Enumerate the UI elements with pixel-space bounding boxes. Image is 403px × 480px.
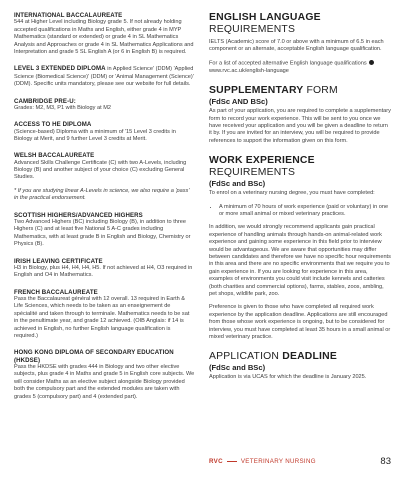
access-section [14, 121, 195, 143]
left-column [14, 12, 195, 410]
section-text: Grades: M2, M3, P1 with Biology at M2 [14, 104, 111, 111]
list-item: • A minimum of 70 hours of work experience (paid or voluntary) in one or more small animal or mixed veterinary practices. [219, 204, 391, 219]
section-heading: ACCESS TO HE DIPLOMA [14, 121, 92, 129]
section-heading: SCOTTISH HIGHERS/ADVANCED HIGHERS [14, 211, 143, 219]
ib-section [14, 12, 195, 56]
footer-section: VETERINARY NURSING [240, 457, 316, 465]
language-qualifications-text: For a list of accepted alternative English language qualifications www.rvc.ac.uk/english-language [209, 60, 391, 75]
scottish-section [14, 212, 195, 249]
work-experience-list [209, 204, 391, 219]
footer-divider [227, 461, 237, 462]
application-deadline-title: APPLICATION DEADLINE [209, 351, 337, 363]
supplementary-form-text: As part of your application, you are required to complete a supplementary form to record your work experience. This will be sent to you once we have received your application and you will be given a deadline to return it by. If you are invited for an interview, you will be required to provide references to support the information given on this form. [209, 108, 391, 144]
section-heading: CAMBRIDGE PRE-U: [14, 97, 76, 105]
level3-section [14, 65, 195, 88]
section-text: 544 at Higher Level including Biology grade 5. If not already holding accepted qualifications in Maths and English, either grade 4 in MYP Mathematics (standard or extended) or grade 4 in SL Mathematics Analysis and Approaches or grade 4 in SL Mathematics Applications and Interpretation and grade 5 SL English A (or 6 in English B) is required. [14, 19, 194, 55]
work-experience-title: WORK EXPERIENCE REQUIREMENTS [209, 155, 315, 179]
english-language-link[interactable]: www.rvc.ac.uk/english-language [209, 67, 289, 74]
work-experience-subtitle: (FdSc and BSc) [209, 179, 266, 189]
section-heading: IRISH LEAVING CERTIFICATE [14, 257, 103, 265]
french-section [14, 289, 195, 341]
section-text: H3 in Biology, plus H4, H4, H4, H5. If not achieved at H4, O3 required in English and O4 in Mathematics. [14, 264, 193, 279]
section-heading: HONG KONG DIPLOMA OF SECONDARY EDUCATION (HKDSE) [14, 349, 174, 364]
section-note: * If you are studying linear A-Levels in science, we also require a 'pass' in the practical endorsement. [14, 187, 190, 202]
supplementary-form-subtitle: (FdSc AND BSc) [209, 97, 268, 107]
work-experience-intro: To enrol on a veterinary nursing degree, you must have completed: [209, 190, 375, 197]
page-number: 83 [380, 455, 391, 467]
section-heading: FRENCH BACCALAUREATE [14, 288, 98, 296]
cambridge-section [14, 98, 195, 113]
welsh-section [14, 152, 195, 202]
work-experience-preference: Preference is given to those who have completed all required work experience by the application deadline. Applications are still encouraged from those whose work experience is ongoing, but to be considered for interview, you must have completed at least 35 hours in a small animal or mixed veterinary practice. [209, 304, 391, 341]
section-text: Advanced Skills Challenge Certificate (C) with two A-Levels, including Biology (B) and another subject of your choice (C) excluding General Studies. [14, 159, 187, 181]
application-deadline-subtitle: (FdSc and BSc) [209, 363, 266, 373]
section-text: Two Advanced Highers (BC) including Biology (B), in addition to three Highers (C) and at least five National 5 A-C grades including Mathematics, with at least grade B in English and Biology, Chemistry or Physics (B). [14, 218, 191, 248]
hkdse-section [14, 349, 195, 401]
english-language-title: ENGLISH LANGUAGE REQUIREMENTS [209, 12, 321, 35]
section-text: Pass the HKDSE with grades 444 in Biology and two other elective subjects, plus grade 4 in Maths and grade 5 in English core subjects. We will consider Maths as an elective subject alongside Biology provided both the compulsory part and the extended modules are taken with grades 5 (compulsory part) and 4 (extended part). [14, 364, 195, 400]
globe-icon [369, 60, 374, 65]
section-heading: INTERNATIONAL BACCALAUREATE [14, 12, 123, 19]
brand-logo: RVC [209, 457, 223, 465]
application-deadline-text: Application is via UCAS for which the deadline is January 2025. [209, 374, 367, 381]
section-text: in Applied Science' (DDM) 'Applied Science (Biomedical Science)' (DDM) or 'Animal Management (Science)' (DDM). Specific units mandatory, please see our website for full details. [14, 66, 194, 88]
supplementary-form-title: SUPPLEMENTARY FORM [209, 85, 338, 97]
section-heading: WELSH BACCALAUREATE [14, 152, 95, 160]
irish-section [14, 258, 195, 280]
right-column [209, 12, 391, 388]
section-text: Pass the Baccalaureat général with 12 overall. 13 required in Earth & Life Sciences, which needs to be taken as an enseignement de spécialité and taken through to terminale. Mathematics needs to be sat in the penultimate year, and grade 12 achieved. (OIB Anglais: if 14 is achieved in English, no further English language qualification is required.) [14, 296, 190, 340]
work-experience-text: In addition, we would strongly recommend applicants gain practical experience of handling animals through hands-on animal-related work experience and gaining some experience in this field prior to interview would be advantageous. We are aware that opportunities may differ between candidates and therefore we have no specific hour requirements in this area and there are no specific environments that we require you to gain experience in. If you are looking for experience in this area, examples of environments you could visit include kennels and catteries (both charities and commercial options), farms, stables, zoos, ambling, pet shops, wildlife park, zoo. [209, 224, 391, 298]
section-text: (Science-based) Diploma with a minimum of '15 Level 3 credits in Biology at Merit, and 9 further Level 3 credits at Merit. [14, 128, 176, 142]
section-heading: LEVEL 3 EXTENDED DIPLOMA [14, 65, 106, 73]
page-footer [209, 455, 391, 467]
ielts-text: IELTS (Academic) score of 7.0 or above with a minimum of 6.5 in each component or an alternate, acceptable English language qualification. [209, 39, 384, 53]
